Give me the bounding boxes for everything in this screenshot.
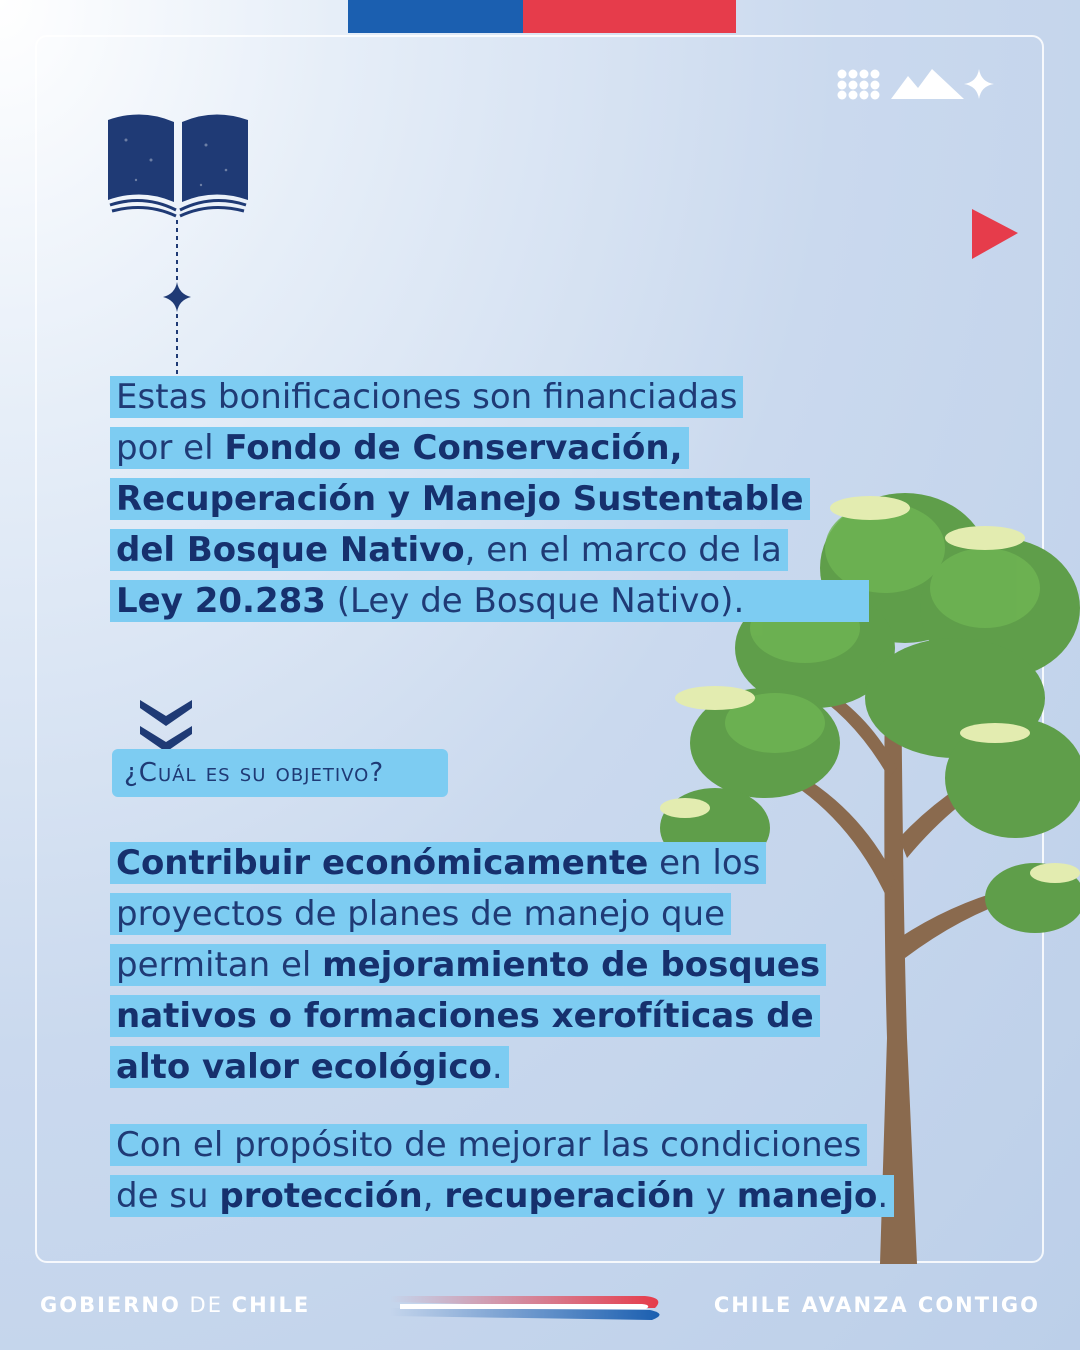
- footer-gobierno-de-chile: GOBIERNO DE CHILE: [40, 1293, 311, 1317]
- dashed-connector: [160, 220, 196, 375]
- section-tag-objective: ¿Cuál es su objetivo?: [112, 749, 448, 797]
- footer-chile-avanza-contigo: CHILE AVANZA CONTIGO: [713, 1293, 1040, 1317]
- flag-stripe-red: [523, 0, 736, 33]
- mountains-logo-icon: [836, 66, 996, 102]
- paragraph-objective: Contribuir económicamente en los proyectos de planes de manejo que permitan el mejoramiento de bosques nativos o formaciones xerofíticas de alto valor ecológico.: [110, 838, 826, 1093]
- footer-swoosh-logo: [380, 1288, 670, 1324]
- double-chevron-down-icon: [138, 696, 194, 754]
- book-icon: [106, 110, 250, 220]
- sparkle-icon: [163, 282, 191, 312]
- flag-stripe-blue: [348, 0, 523, 33]
- play-triangle-icon: [970, 207, 1020, 261]
- paragraph-purpose: Con el propósito de mejorar las condiciones de su protección, recuperación y manejo.: [110, 1120, 894, 1222]
- paragraph-funding: Estas bonificaciones son financiadas por el Fondo de Conservación, Recuperación y Manejo Sustentable del Bosque Nativo, en el marco de la Ley 20.283 (Ley de Bosque Nativo).: [110, 372, 869, 627]
